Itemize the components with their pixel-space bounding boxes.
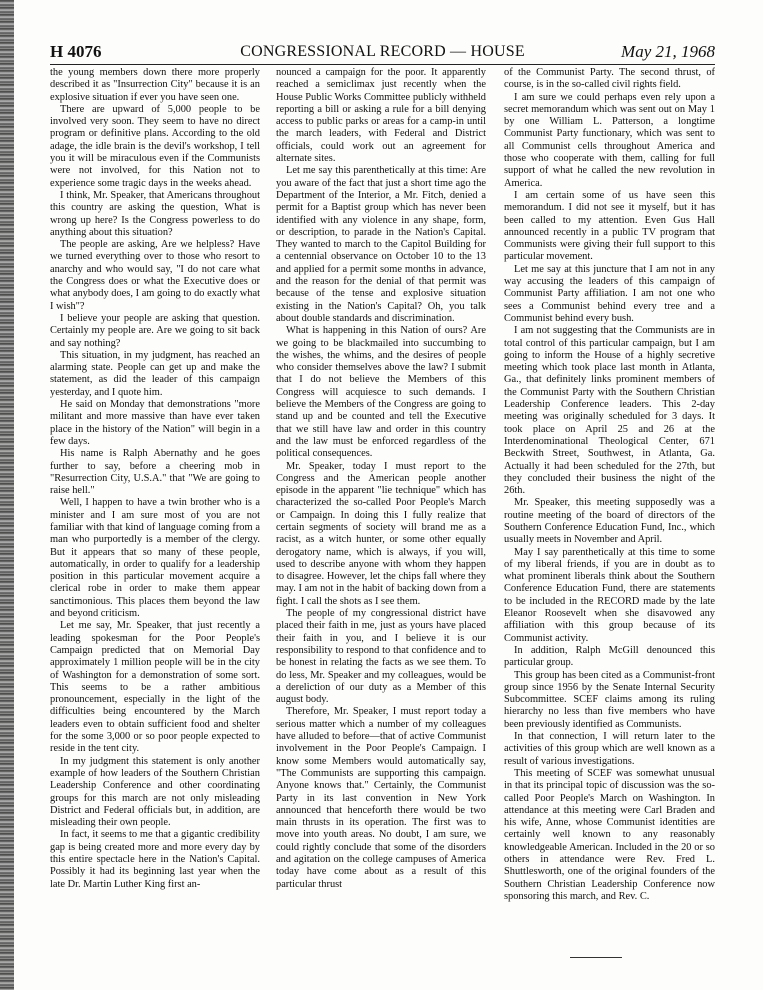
paragraph: Mr. Speaker, this meeting supposedly was a routine meeting of the board of directors of the Southern Conference Education Fund, Inc., which usually meets in November and April. xyxy=(504,497,715,546)
paragraph: I think, Mr. Speaker, that Americans throughout this country are asking the question, What is wrong up here? Is the Congress powerless to do anything about this situation? xyxy=(50,189,260,238)
paragraph: I believe your people are asking that question. Certainly my people are. Are we going to sit back and say nothing? xyxy=(50,312,260,349)
paragraph: Well, I happen to have a twin brother who is a minister and I am sure most of you are not familiar with that kind of language coming from a man who purportedly is a member of the clergy. But it appears that so many of these people, automatically, in order to qualify for a leadership position in this particular movement acquire a clerical robe in order to make them appear sanctimonious. This places them beyond the law and beyond criticism. xyxy=(50,497,260,620)
paragraph: In fact, it seems to me that a gigantic credibility gap is being created more and more every day by this entire spectacle here in the Nation's Capital. Possibly it had its beginning last year when the late Dr. Martin Luther King first an- xyxy=(50,829,260,890)
paragraph: He said on Monday that demonstrations "more militant and more massive than have ever taken place in the history of the Nation" will begin in a few days. xyxy=(50,399,260,447)
paragraph: There are upward of 5,000 people to be involved very soon. They seem to have no direct program or definitive plans. According to the old adage, the idle brain is the devil's workshop, I tell you it will be miraculous even if the Communists were not involved, for this Nation not to experience some tragic days in the weeks ahead. xyxy=(50,103,260,189)
paragraph: May I say parenthetically at this time to some of my liberal friends, if you are in doubt as to what prominent liberals think about the Southern Conference Education Fund, there are statements to be included in the RECORD made by the late Eleanor Roosevelt when she disavowed any affiliation with this group because of its Communist activity. xyxy=(504,546,715,644)
paragraph: What is happening in this Nation of ours? Are we going to be blackmailed into succumbing to the wishes, the whims, and the desires of people who consider themselves above the law? I submit that I do not believe the Members of this Congress will acquiesce to such demands. I believe the Members of the Congress are going to stand up and be counted and tell the Executive that we still have law and order in this country and the law must be enforced regardless of the political consequences. xyxy=(276,325,486,460)
paragraph: the young members down there more properly described it as "Insurrection City" because it is an explosive situation if ever you have seen one. xyxy=(50,67,260,103)
paragraph: I am certain some of us have seen this memorandum. I did not see it myself, but it has been called to my attention. Even Gus Hall announced recently in a public TV program that Communists were giving their full support to this particular movement. xyxy=(504,189,715,263)
page-header xyxy=(50,42,715,65)
paragraph: Therefore, Mr. Speaker, I must report today a serious matter which a number of my colleagues have alluded to before—that of active Communist involvement in the Poor People's Campaign. I know some Members would automatically say, "The Communists are supporting this campaign. Anyone knows that." Certainly, the Communist Party in its last convention in New York announced that henceforth there would be two main thrusts in its operation. The first was to move into youth areas. No doubt, I am sure, we could rightly conclude that some of the disorders and agitation on the college campuses of America today have come about as a result of this particular thrust xyxy=(276,706,486,890)
publication-date: May 21, 1968 xyxy=(621,42,715,61)
paragraph: In addition, Ralph McGill denounced this particular group. xyxy=(504,644,715,669)
page-binding-edge xyxy=(0,0,14,990)
paragraph: The people are asking, Are we helpless? Have we turned everything over to those who resort to anarchy and who would say, "I do not care what the Congress does or what the Executive does or what anybody does, I am going to do exactly what I wish"? xyxy=(50,239,260,312)
paragraph: This situation, in my judgment, has reached an alarming state. People can get up and make the statement, as did the leader of this campaign yesterday, and I quote him. xyxy=(50,349,260,398)
paragraph: Let me say, Mr. Speaker, that just recently a leading spokesman for the Poor People's Campaign predicted that on Memorial Day approximately 1 million people will be in the city of Washington for a demonstration of some sort. This seems to be a rather ambitious pronouncement, especially in the light of the difficulties being encountered by the March leaders even to obtain sufficient food and shelter for the some 3,000 or so poor people expected to reside in the tent city. xyxy=(50,620,260,755)
paragraph: His name is Ralph Abernathy and he goes further to say, before a cheering mob in "Resurrection City, U.S.A." that "We are going to raise hell." xyxy=(50,448,260,497)
page-number: H 4076 xyxy=(50,42,102,61)
paragraph: This meeting of SCEF was somewhat unusual in that its principal topic of discussion was the so-called Poor People's March on Washington. In attendance at this meeting were Carl Braden and his wife, Anne, whose Communist identities are certainly well known to any reasonably knowledgeable American. Included in the 20 or so others in attendance were Rev. Fred L. Shuttlesworth, one of the original founders of the Southern Christian Leadership Conference now sponsoring this march, and Rev. C. xyxy=(504,767,715,902)
paragraph: Let me say at this juncture that I am not in any way accusing the leaders of this campaign of Communist Party affiliation. I am not one who sees a Communist behind every tree and a Communist behind every bush. xyxy=(504,263,715,324)
paragraph: Mr. Speaker, today I must report to the Congress and the American people another episode in the apparent "lie technique" which has characterized the so-called Poor People's March or Campaign. In doing this I fully realize that certain segments of society will brand me as a racist, as a witch hunter, or some other equally derogatory name, which is always, if you will, used to describe anyone with whom they happen to disagree. However, let the chips fall where they may. I am not in the habit of backing down from a fight. I call the shots as I see them. xyxy=(276,460,486,607)
paragraph: This group has been cited as a Communist-front group since 1956 by the Senate Internal Security Subcommittee. SCEF claims among its ruling hierarchy no less than five members who have been previously identified as Communists. xyxy=(504,669,715,730)
column-3 xyxy=(504,67,715,967)
paragraph: of the Communist Party. The second thrust, of course, is in the so-called civil rights field. xyxy=(504,67,715,91)
paragraph: I am sure we could perhaps even rely upon a secret memorandum which was sent out on May 1 by one William L. Patterson, a longtime Communist Party functionary, which was sent to all Communist cells throughout America and those who cooperate with them, calling for full support of what he called the new revolution in America. xyxy=(504,91,715,189)
paragraph: Let me say this parenthetically at this time: Are you aware of the fact that just a short time ago the Department of the Interior, a Mr. Fitch, denied a permit for a Baptist group which has never been identified with any violence in any shape, form, or description, to parade in the Nation's Capital. They wanted to march to the Capitol Building for a centennial observance on October 10 to the 13 and applied for a permit some months in advance, and the reason for the denial of that permit was because of the tense and explosive situation existing in the Nation's Capital? Oh, you talk about double standards and discrimination. xyxy=(276,165,486,324)
paragraph: In my judgment this statement is only another example of how leaders of the Southern Christian Leadership Conference and other coordinating groups for this march are not only misleading District and Federal officials but, in addition, are misleading their own people. xyxy=(50,755,260,829)
column-2 xyxy=(276,67,486,967)
paragraph: The people of my congressional district have placed their faith in me, just as yours have placed their faith in you, and I believe it is our responsibility to respond to that confidence and to be honest in relating the facts as we see them. To do less, Mr. Speaker and my colleagues, would be a dereliction of our duty as a Member of this august body. xyxy=(276,608,486,706)
continuation-rule xyxy=(570,957,622,958)
paragraph: nounced a campaign for the poor. It apparently reached a semiclimax just recently when the House Public Works Committee publicly withheld reporting a bill or asking a rule for a bill denying access to public parks or areas for a camp-in until the march leaders, with Federal and District officials, could work out an agreement for alternate sites. xyxy=(276,67,486,165)
paragraph: I am not suggesting that the Communists are in total control of this particular campaign, but I am going to inform the House of a highly secretive meeting which took place last month in Atlanta, Ga., that definitely links prominent members of the Communist Party with the Southern Christian Leadership Conference leaders. This 2-day meeting was originally scheduled for 3 days. It took place on April 25 and 26 at the Interdenominational Theological Center, 671 Beckwith Street, Southwest, in Atlanta, Ga. Actually it had been scheduled for the 27th, but they concluded their business the night of the 26th. xyxy=(504,325,715,497)
publication-title: CONGRESSIONAL RECORD — HOUSE xyxy=(240,43,525,60)
paragraph: In that connection, I will return later to the activities of this group which are well known as a result of various investigations. xyxy=(504,731,715,767)
column-1 xyxy=(50,67,260,967)
text-columns xyxy=(50,67,715,967)
